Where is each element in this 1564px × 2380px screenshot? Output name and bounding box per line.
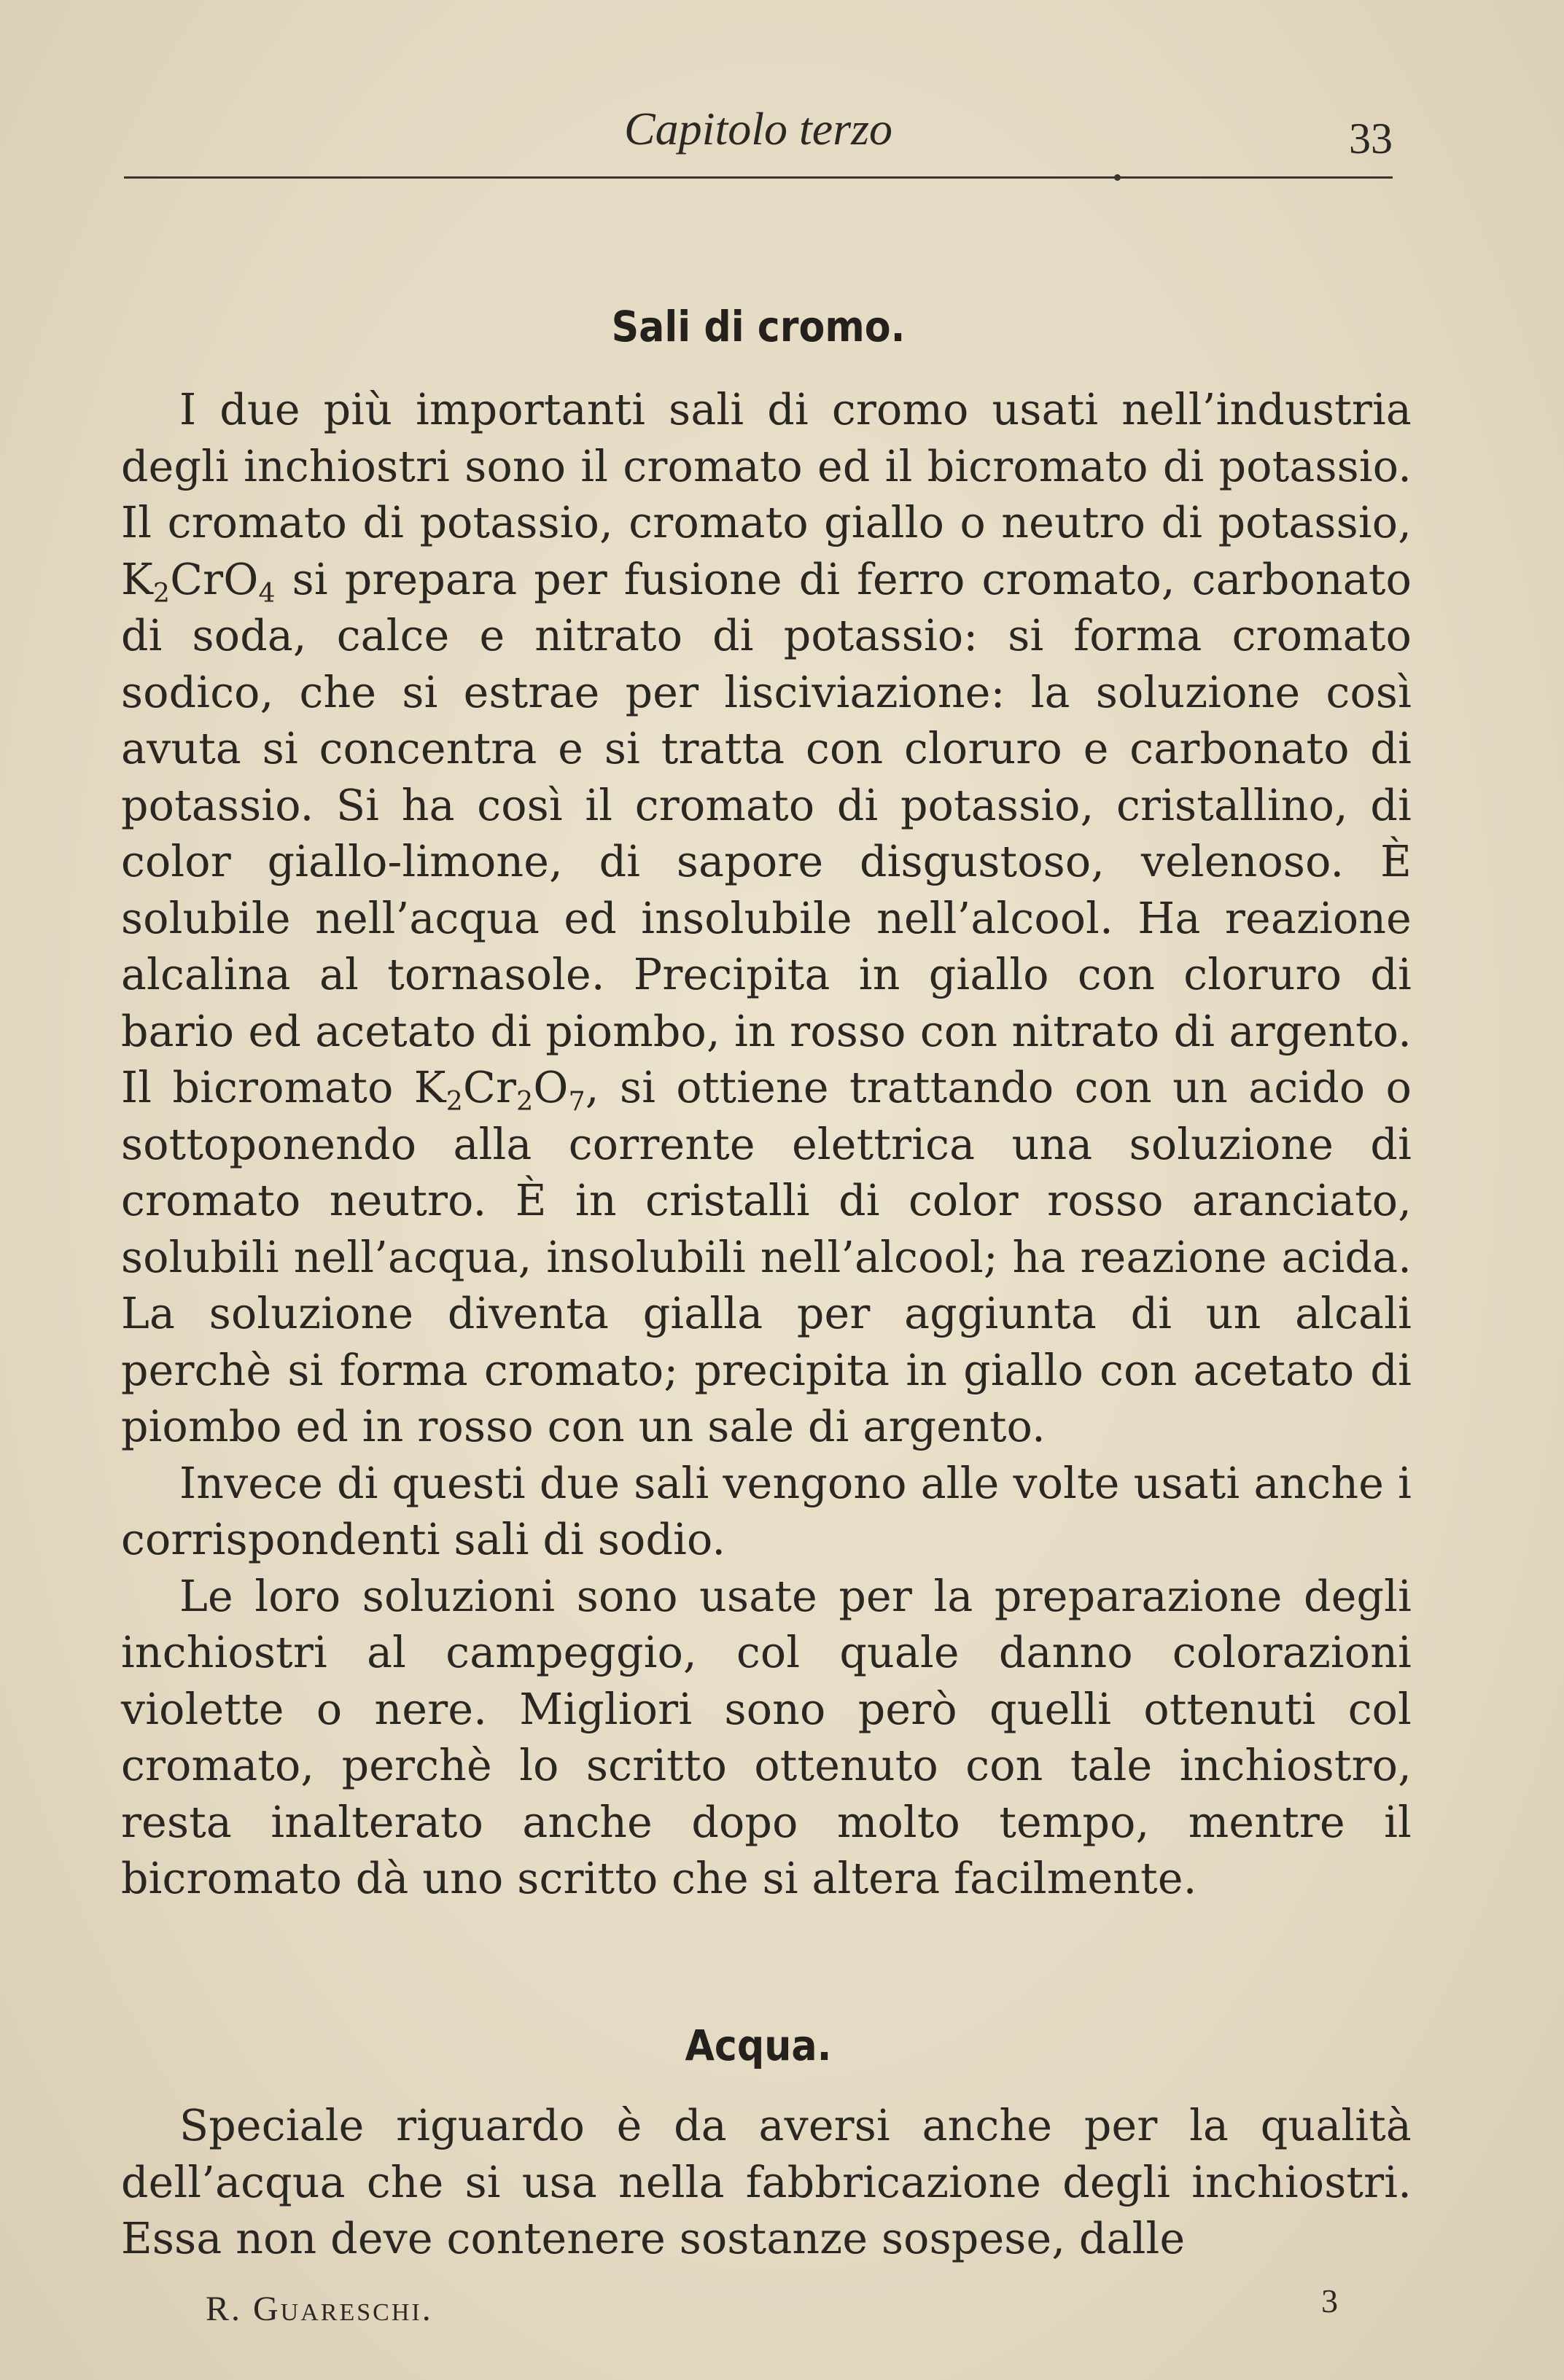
text-run: Speciale riguardo è da aversi anche per la qualità dell’acqua che si usa nella fabbricazione degli inchiostri. Essa non deve contenere sostanze sospese, dalle	[121, 2101, 1412, 2263]
text-run: Le loro soluzioni sono usate per la preparazione degli inchiostri al campeggio, col quale danno colorazioni violette o nere. Migliori sono però quelli ottenuti col cromato, perchè lo scritto ottenuto con tale inchiostro, resta inalterato anche dopo molto tempo, mentre il bicromato dà uno scritto che si altera facilmente.	[121, 1571, 1412, 1903]
text-run: CrO	[170, 554, 259, 604]
subscript: 4	[258, 577, 276, 609]
text-run: Cr	[463, 1063, 517, 1112]
page-header	[124, 87, 1393, 182]
subscript: 2	[516, 1085, 534, 1117]
running-title: Capitolo terzo	[623, 103, 893, 155]
text-run: I due più importanti sali di cromo usati nell’industria degli inchiostri sono il cromato ed il bicromato di potassio. Il cromato di potassio, cromato giallo o neutro di potassio, K	[121, 385, 1412, 604]
subscript: 7	[568, 1085, 585, 1117]
text-run: , si ottiene trattando con un acido o sottoponendo alla corrente elettrica una soluzione di cromato neutro. È in cristalli di color rosso aranciato, solubili nell’acqua, insolubili nell’alcool; ha reazione acida. La soluzione diventa gialla per aggiunta di un alcali perchè si forma cromato; precipita in giallo con acetato di piombo ed in rosso con un sale di argento.	[121, 1063, 1412, 1451]
section-title-sali-di-cromo: Sali di cromo.	[611, 302, 906, 351]
text-run: O	[533, 1063, 569, 1112]
text-run: Invece di questi due sali vengono alle volte usati anche i corrispondenti sali di sodio.	[121, 1458, 1412, 1564]
paragraph	[121, 382, 1412, 1456]
paragraph	[121, 1456, 1412, 1569]
subscript: 2	[152, 577, 171, 609]
subscript: 2	[446, 1085, 463, 1117]
section-title-acqua: Acqua.	[685, 2021, 832, 2070]
section-body-sali-di-cromo	[121, 382, 1412, 1908]
section-body-acqua	[121, 2098, 1412, 2268]
page-number: 33	[1349, 114, 1393, 163]
header-rule	[124, 176, 1393, 179]
text-run: si prepara per fusione di ferro cromato, carbonato di soda, calce e nitrato di potassio: si forma cromato sodico, che si estrae per lisciviazione: la soluzione così avuta si concentra e si tratta con cloruro e carbonato di potassio. Si ha così il cromato di potassio, cristallino, di color giallo-limone, di sapore disgustoso, velenoso. È solubile nell’acqua ed insolubile nell’alcool. Ha reazione alcalina al tornasole. Precipita in giallo con cloruro di bario ed acetato di piombo, in rosso con nitrato di argento. Il bicromato K	[121, 554, 1412, 1112]
paragraph	[121, 1569, 1412, 1908]
paragraph	[121, 2098, 1412, 2268]
footer-signature-mark: 3	[1321, 2282, 1338, 2319]
footer-author: R. Guareschi.	[206, 2290, 433, 2328]
